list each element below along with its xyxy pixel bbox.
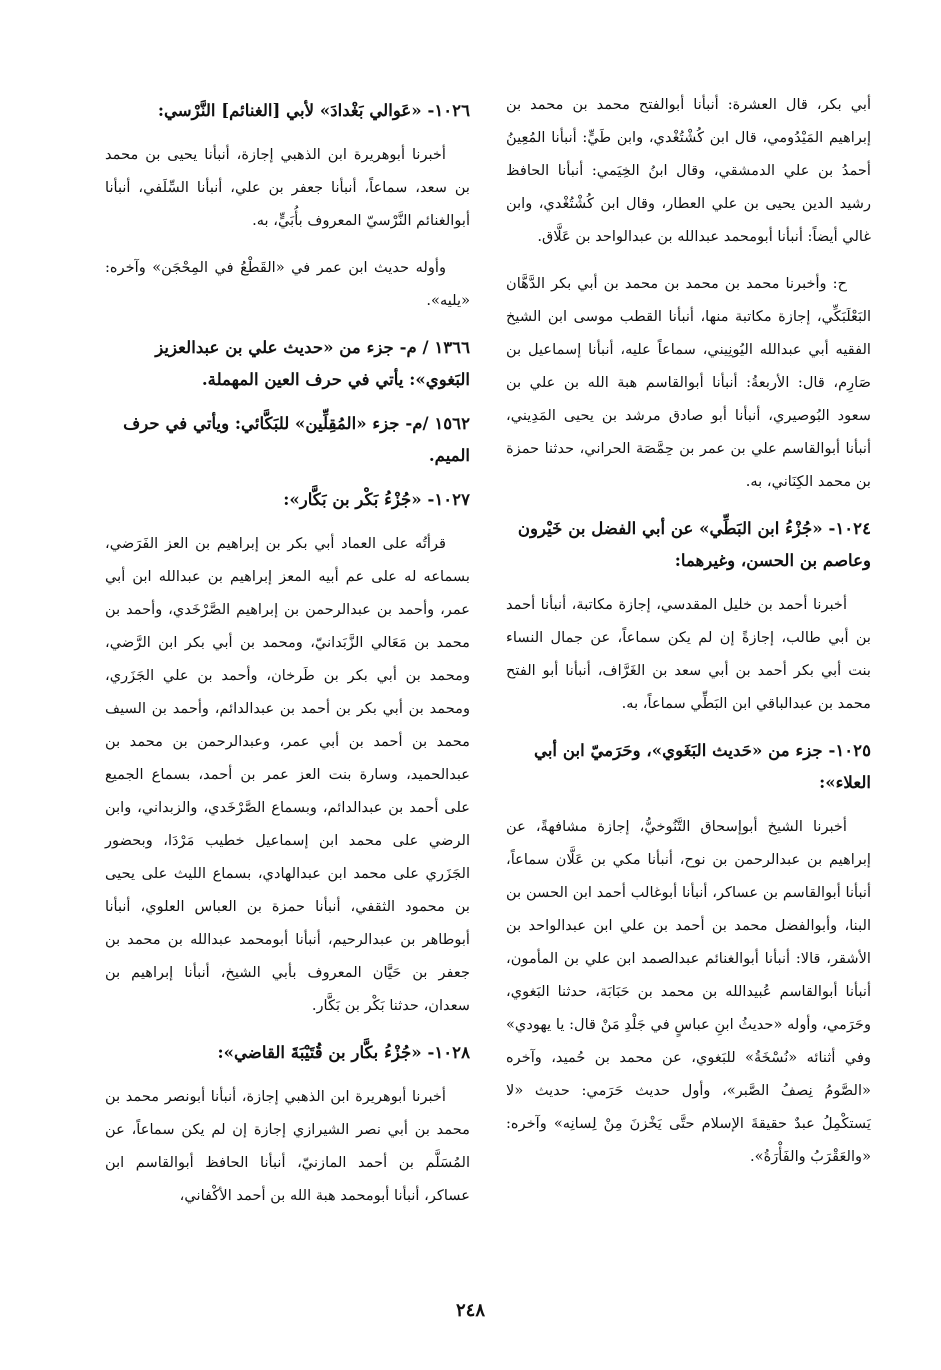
paragraph: ح: وأخبرنا محمد بن محمد بن محمد بن أبي بكر الدَّهَّان البَعْلَبَكِّي، إجازة مكاتبة منها، أنبأنا القطب موسى ابن الشيخ الفقيه أبي عبدالله اليُونِيني، سماعاً عليه، أنبأنا إسماعيل بن صَارِم، قال: الأربعةُ: أنبأنا أبوالقاسم هبة الله بن علي بن سعود البُوصيري، أنبأنا أبو صادق مرشد بن يحيى المَدِيني، أنبأنا أبوالقاسم علي بن عمر بن حِمَّصَة الحراني، حدثنا حمزة بن محمد الكِنَاني، به. — [506, 275, 871, 490]
left-column — [105, 88, 470, 1226]
entry-heading-1562: ١٥٦٢ /م- جزء «المُقِلِّين» للبَكَّائي: ويأتي في حرف الميم. — [123, 413, 470, 465]
entry-heading-1025: ١٠٢٥- جزء من «حَديث البَغَوي»، وحَرَميّ ابن أبي العلاء»: — [533, 740, 871, 792]
paragraph: أبي بكر، قال العشرة: أنبأنا أبوالفتح محمد بن محمد بن إبراهيم المَيْدُومي، قال ابن كُشْتُغْدي، وابن طَيٍّ: أنبأنا المُعِينُ أحمدُ بن علي الدمشقي، وقال ابنُ الخِيَمي: أنبأنا الحافظ رشيد الدين يحيى بن علي العطار، وقال ابن كُشْتُغْدي، وابن غالي أيضاً: أنبأنا أبومحمد عبدالله بن عبدالواحد بن عَلَّاق. — [506, 96, 871, 245]
paragraph: أخبرنا أبوهريرة ابن الذهبي إجازة، أنبأنا يحيى بن محمد بن سعد، سماعاً، أنبأنا جعفر بن علي، أنبأنا السِّلَفي، أنبأنا أبوالغنائم النَّرْسيّ المعروف بأُبَيٍّ، به. — [105, 146, 470, 229]
paragraph: وأوله حديث ابن عمر في «القَطْعُ في المِحْجَن» وآخره: «يليه». — [105, 259, 470, 309]
entry-heading-1026: ١٠٢٦- «عَوالي بَغْدادَ» لأبي [الغنائم] النَّرْسي: — [157, 100, 470, 120]
entry-heading-1024: ١٠٢٤- «جُزْءُ ابن البَطِّي» عن أبي الفضل بن خَيْرون وعاصم بن الحسن، وغيرهما: — [517, 518, 871, 570]
paragraph: أخبرنا أبوهريرة ابن الذهبي إجازة، أنبأنا أبونصر محمد بن محمد بن أبي نصر الشيرازي إجازة إن لم يكن سماعاً، عن المُسَلَّم بن أحمد المازنيّ، أنبأنا الحافظ أبوالقاسم ابن عساكر، أنبأنا أبومحمد هبة الله بن أحمد الأكْفاني، — [105, 1088, 470, 1204]
entry-heading-1028: ١٠٢٨- «جُزْءُ بكَّار بن قُتَيْبَةَ القاضي»: — [217, 1042, 470, 1062]
paragraph: أخبرنا الشيخ أبوإسحاق التَّنُوخيُّ، إجازة مشافهةً، عن إبراهيم بن عبدالرحمن بن نوح، أنبأنا مكي بن عَلَّان سماعاً، أنبأنا أبوالقاسم بن عساكر، أنبأنا أبوغالب أحمد ابن الحسن بن البنا، وأبوالفضل محمد بن أحمد بن علي ابن عبدالواحد بن الأشقر، قالا: أنبأنا أبوالغنائم عبدالصمد ابن علي بن المأمون، أنبأنا أبوالقاسم عُبيدالله بن محمد بن حَبَابَة، حدثنا البَغوي، وحَرَمي، وأوله «حديثُ ابنِ عباسٍ في جَلْدِ مَنْ قال: يا يهودي» وفي أثنائه «نُسْخَةُ» للبَغوي، عن محمد بن حُميد، وآخره «الصَّومُ نِصفُ الصَّبر»، وأول حديث حَرَمي: حديث «لا يَستكْمِلُ عبدٌ حقيقةَ الإسلام حتَّى يَخْزنَ مِنْ لِسانِه» وآخره: «والعَقْرَبُ والفَأْرَةُ». — [506, 818, 871, 1165]
page-number: ٢٤٨ — [455, 1300, 485, 1321]
paragraph: أخبرنا أحمد بن خليل المقدسي، إجازة مكاتبة، أنبأنا أحمد بن أبي طالب، إجازةً إن لم يكن سماعاً، عن جمال النساء بنت أبي بكر أحمد بن أبي سعد بن الغَرَّاف، أنبأنا أبو الفتح محمد بن عبدالباقي ابن البَطِّي سماعاً، به. — [506, 596, 871, 712]
entry-heading-1366: ١٣٦٦ / م- جزء من «حديث علي بن عبدالعزيز البَغوي»: يأتي في حرف العين المهملة. — [155, 337, 470, 389]
right-column — [506, 88, 871, 1187]
entry-heading-1027: ١٠٢٧- «جُزْءُ بَكْر بن بَكَّار»: — [283, 489, 470, 509]
paragraph: قرأتُه على العماد أبي بكر بن إبراهيم بن العز الفَرَضي، بسماعه له على عم أبيه المعز إبراهيم بن عبدالله ابن أبي عمر، وأحمد بن عبدالرحمن بن إبراهيم الصَّرْخَدي، وأحمد بن محمد بن مَعَالي الزَّبَدانيّ، ومحمد بن أبي بكر ابن الرَّضي، ومحمد بن أبي بكر بن طَرخان، وأحمد بن علي الجَزَري، ومحمد بن أبي بكر بن أحمد بن عبدالدائم، وأحمد بن السيف محمد بن أحمد بن أبي عمر، وعبدالرحمن بن محمد بن عبدالحميد، وسارة بنت العز عمر بن أحمد، بسماع الجميع على أحمد بن عبدالدائم، وبسماع الصَّرْخَدي، والزبداني، وابن الرضي على محمد ابن إسماعيل خطيب مَرْدَا، وبحضور الجَزَري على محمد ابن عبدالهادي، بسماع الليث على يحيى بن محمود الثقفي، أنبأنا حمزة بن العباس العلوي، أنبأنا أبوطاهر بن عبدالرحيم، أنبأنا أبومحمد عبدالله بن محمد بن جعفر بن حَيَّان المعروف بأبي الشيخ، أنبأنا إبراهيم بن سعدان، حدثنا بَكْر بن بَكَّار. — [105, 535, 470, 1014]
